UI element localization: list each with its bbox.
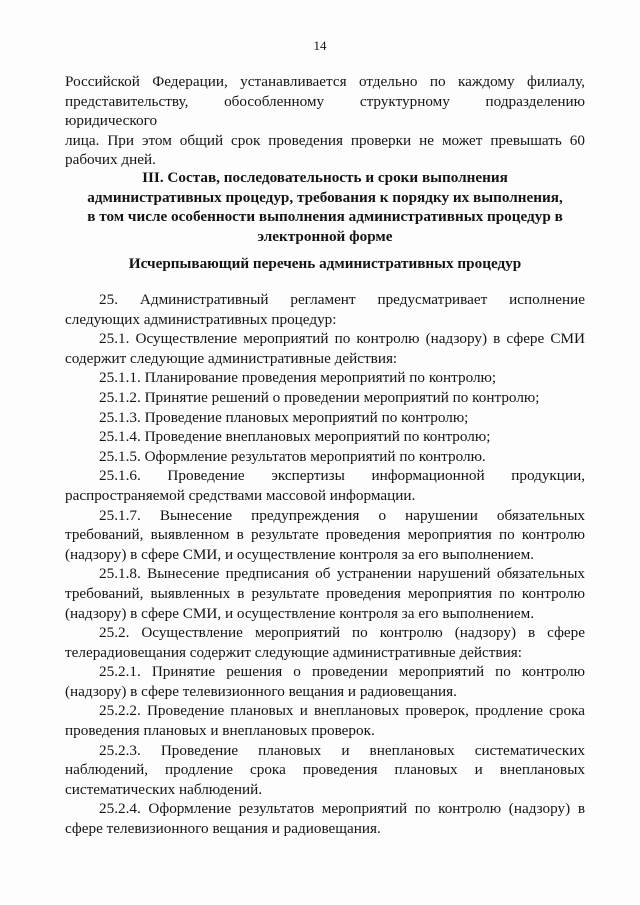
paragraph-line: (надзору) в сфере телевизионного вещания и радиовещания. (65, 682, 457, 700)
paragraph-line: следующих административных процедур: (65, 310, 337, 328)
paragraph-25-1-2: 25.1.2. Принятие решений о проведении мероприятий по контролю; (99, 388, 540, 406)
procedures-list (65, 290, 585, 839)
paragraph-line: 25.1.6. Проведение экспертизы информационной продукции, (99, 467, 585, 485)
paragraph-25-1 (65, 329, 585, 368)
paragraph-line: требований, выявленном в результате проведения мероприятия по контролю (65, 526, 585, 544)
intro-paragraph (65, 72, 585, 170)
paragraph-line: проведения плановых и внеплановых проверок. (65, 722, 375, 740)
section-heading (65, 168, 585, 246)
section-heading-line: III. Состав, последовательность и сроки выполнения (142, 169, 508, 186)
paragraph-line: 25.2.4. Оформление результатов мероприятий по контролю (надзору) в (99, 800, 585, 818)
page-number: 14 (313, 38, 327, 53)
intro-line: представительству, обособленному структурному подразделению юридического (65, 92, 585, 130)
paragraph-line: 25.2. Осуществление мероприятий по контролю (надзору) в сфере (99, 624, 585, 642)
paragraph-line: систематических наблюдений. (65, 780, 263, 798)
paragraph-25-2 (65, 623, 585, 662)
paragraph-line: распространяемой средствами массовой информации. (65, 486, 416, 504)
paragraph-line: 25.1. Осуществление мероприятий по контролю (надзору) в сфере СМИ (99, 330, 585, 348)
paragraph-line: 25.1.8. Вынесение предписания об устранении нарушений обязательных (99, 565, 585, 583)
intro-line: Российской Федерации, устанавливается отдельно по каждому филиалу, (65, 73, 585, 90)
paragraph-line: требований, выявленных в результате проведения мероприятия по контролю (65, 584, 585, 602)
paragraph-line: 25.2.2. Проведение плановых и внеплановых проверок, продление срока (99, 702, 585, 720)
paragraph-25-1-8 (65, 564, 585, 623)
paragraph-25 (65, 290, 585, 329)
paragraph-25-1-4: 25.1.4. Проведение внеплановых мероприятий по контролю; (99, 428, 491, 446)
paragraph-25-1-5: 25.1.5. Оформление результатов мероприятий по контролю. (99, 447, 486, 465)
section-heading-line: электронной форме (257, 227, 393, 245)
paragraph-line: 25.2.3. Проведение плановых и внеплановых систематических (99, 741, 585, 759)
intro-line: лица. При этом общий срок проведения проверки не может превышать 60 (65, 131, 585, 149)
paragraph-line: (надзору) в сфере СМИ, и осуществление контроля за его выполнением. (65, 604, 535, 622)
subheading (65, 254, 585, 274)
paragraph-line: наблюдений, продление срока проведения плановых и внеплановых (65, 761, 585, 779)
paragraph-line: (надзору) в сфере СМИ, и осуществление контроля за его выполнением. (65, 545, 535, 563)
paragraph-25-2-1 (65, 662, 585, 701)
paragraph-25-1-6 (65, 466, 585, 505)
paragraph-25-1-3: 25.1.3. Проведение плановых мероприятий по контролю; (99, 408, 469, 426)
paragraph-25-1-7 (65, 506, 585, 565)
section-heading-line: в том числе особенности выполнения административных процедур в (87, 208, 563, 226)
paragraph-25-1-1: 25.1.1. Планирование проведения мероприятий по контролю; (99, 369, 497, 387)
subheading-text: Исчерпывающий перечень административных процедур (128, 255, 522, 272)
section-heading-line: административных процедур, требования к порядку их выполнения, (87, 188, 563, 206)
paragraph-line: 25.1.7. Вынесение предупреждения о нарушении обязательных (99, 506, 585, 524)
paragraph-line: телерадиовещания содержит следующие административные действия: (65, 643, 522, 661)
paragraph-25-2-4 (65, 799, 585, 838)
paragraph-25-2-2 (65, 701, 585, 740)
paragraph-line: сфере телевизионного вещания и радиовещания. (65, 820, 381, 838)
paragraph-line: 25. Административный регламент предусматривает исполнение (99, 291, 585, 308)
intro-line: рабочих дней. (65, 151, 156, 169)
paragraph-line: 25.2.1. Принятие решения о проведении мероприятий по контролю (99, 663, 585, 681)
paragraph-line: содержит следующие административные действия: (65, 349, 398, 367)
paragraph-25-2-3 (65, 741, 585, 800)
